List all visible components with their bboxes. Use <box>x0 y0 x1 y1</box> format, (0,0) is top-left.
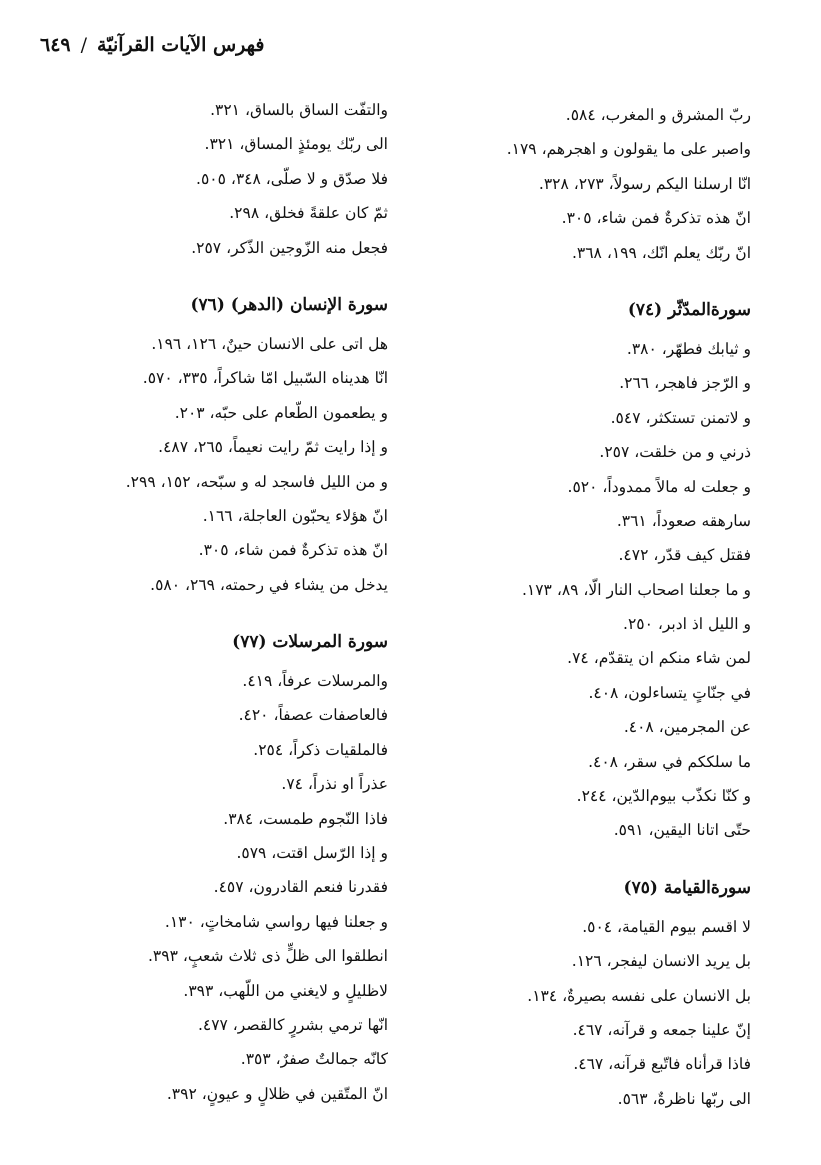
verse-list-qiyama <box>421 910 751 1116</box>
verse-line: والمرسلات عرفاً، ٤١٩. <box>242 672 388 691</box>
verse-line: و الرّجز فاهجر، ٢٦٦. <box>619 374 751 393</box>
verse-line: لا اقسم بيوم القيامة، ٥٠٤. <box>582 917 751 936</box>
verse-line: فاذا النّجوم طمست، ٣٨٤. <box>223 809 388 828</box>
surah-heading-muddaththir: سورةالمدّثّر (٧٤) <box>627 299 751 320</box>
verse-line: بل الانسان على نفسه بصيرةٌ، ١٣٤. <box>527 986 751 1005</box>
verse-list-top <box>58 93 388 265</box>
verse-line: عذراً او نذراً، ٧٤. <box>281 775 388 794</box>
verse-line: انّ هذه تذكرةٌ فمن شاء، ٣٠٥. <box>198 541 388 560</box>
verse-line: فالعاصفات عصفاً، ٤٢٠. <box>238 706 388 725</box>
right-column <box>421 98 751 1116</box>
verse-line: و يطعمون الطّعام على حبّه، ٢٠٣. <box>174 403 388 422</box>
verse-line: و ما جعلنا اصحاب النار الّا، ٨٩، ١٧٣. <box>521 580 751 599</box>
verse-line: بل يريد الانسان ليفجر، ١٢٦. <box>571 952 751 971</box>
verse-list-muddaththir <box>421 332 751 848</box>
verse-line: يدخل من يشاء في رحمته، ٢٦٩، ٥٨٠. <box>150 575 388 594</box>
verse-line: و لاتمنن تستكثر، ٥٤٧. <box>610 408 751 427</box>
verse-line: والتفّت الساق بالساق، ٣٢١. <box>210 101 388 119</box>
running-header <box>40 34 265 56</box>
verse-line: ذرني و من خلقت، ٢٥٧. <box>599 443 751 462</box>
verse-line: انطلقوا الى ظلٍّ ذى ثلاث شعبٍ، ٣٩٣. <box>147 947 388 966</box>
verse-line: فقدرنا فنعم القادرون، ٤٥٧. <box>213 878 388 897</box>
verse-line: انّ هؤلاء يحبّون العاجلة، ١٦٦. <box>202 506 388 525</box>
verse-line: إنّ علينا جمعه و قرآنه، ٤٦٧. <box>572 1020 751 1039</box>
verse-line: فاذا قرأناه فاتّبع قرآنه، ٤٦٧. <box>573 1055 751 1074</box>
verse-line: لمن شاء منكم ان يتقدّم، ٧٤. <box>567 649 751 668</box>
verse-line: و من الليل فاسجد له و سبّحه، ١٥٢، ٢٩٩. <box>125 472 388 491</box>
verse-list-insan <box>58 327 388 602</box>
verse-line: و جعلنا فيها رواسي شامخاتٍ، ١٣٠. <box>164 912 388 931</box>
verse-line: و كنّا نكذّب بيوم‌الدّين، ٢٤٤. <box>576 787 751 806</box>
surah-heading-mursalat: سورة المرسلات (٧٧) <box>232 632 388 653</box>
verse-line: فلا صدّق و لا صلّى، ٣٤٨، ٥٠٥. <box>196 169 388 188</box>
verse-line: الى ربّها ناظرةٌ، ٥٦٣. <box>617 1089 751 1108</box>
verse-list-mursalat <box>58 664 388 1111</box>
verse-line: في جنّاتٍ يتساءلون، ٤٠٨. <box>588 683 751 702</box>
verse-line: انّ ربّك يعلم انّك، ١٩٩، ٣٦٨. <box>571 243 751 262</box>
page-number: ٦٤٩ <box>40 34 71 56</box>
verse-line: انّا هديناه السّبيل امّا شاكراً، ٣٣٥، ٥٧٠. <box>142 369 388 388</box>
header-title: فهرس الآيات القرآنيّة <box>97 34 265 56</box>
verse-line: فالملقيات ذكراً، ٢٥٤. <box>253 740 388 759</box>
surah-heading-insan: سورة الإنسان (الدهر) (٧٦) <box>190 294 388 315</box>
verse-line: عن المجرمين، ٤٠٨. <box>623 718 751 737</box>
verse-line: ما سلككم في سقر، ٤٠٨. <box>588 752 751 771</box>
verse-line: فقتل كيف قدّر، ٤٧٢. <box>618 546 751 565</box>
verse-line: و ثيابك فطهّر، ٣٨٠. <box>626 339 751 358</box>
verse-line: كانّه جمالتٌ صفرٌ، ٣٥٣. <box>240 1050 388 1069</box>
verse-line: و جعلت له مالاً ممدوداً، ٥٢٠. <box>567 477 751 496</box>
verse-line: انّا ارسلنا اليكم رسولاً، ٢٧٣، ٣٢٨. <box>538 174 751 193</box>
verse-line: انّ المتّقين في ظلالٍ و عيونٍ، ٣٩٢. <box>166 1084 388 1103</box>
surah-heading-qiyama: سورةالقيامة (٧٥) <box>623 877 751 898</box>
verse-line: و إذا رايت ثمّ رايت نعيماً، ٢٦٥، ٤٨٧. <box>158 438 388 457</box>
verse-line: هل اتى على الانسان حينٌ، ١٢٦، ١٩٦. <box>151 334 388 353</box>
verse-line: حتّى اتانا اليقين، ٥٩١. <box>613 821 751 840</box>
verse-list-top <box>421 98 751 270</box>
verse-line: ثمّ كان علقةً فخلق، ٢٩٨. <box>229 204 388 223</box>
verse-line: سارهقه صعوداً، ٣٦١. <box>616 511 751 530</box>
verse-line: و إذا الرّسل اقتت، ٥٧٩. <box>236 844 388 863</box>
left-column <box>58 93 388 1111</box>
verse-line: و الليل اذ ادبر، ٢٥٠. <box>623 615 751 634</box>
verse-line: فجعل منه الزّوجين الذّكر، ٢٥٧. <box>191 238 388 257</box>
verse-line: الى ربّك يومئذٍ المساق، ٣٢١. <box>204 135 388 154</box>
verse-line: لاظليلٍ و لايغني من اللّهب، ٣٩٣. <box>183 981 388 1000</box>
verse-line: انّها ترمي بشررٍ كالقصر، ٤٧٧. <box>197 1015 388 1034</box>
verse-line: انّ هذه تذكرةٌ فمن شاء، ٣٠٥. <box>561 209 751 228</box>
header-separator: / <box>80 34 88 56</box>
verse-line: ربّ المشرق و المغرب، ٥٨٤. <box>565 106 751 124</box>
verse-line: واصبر على ما يقولون و اهجرهم، ١٧٩. <box>506 140 751 159</box>
